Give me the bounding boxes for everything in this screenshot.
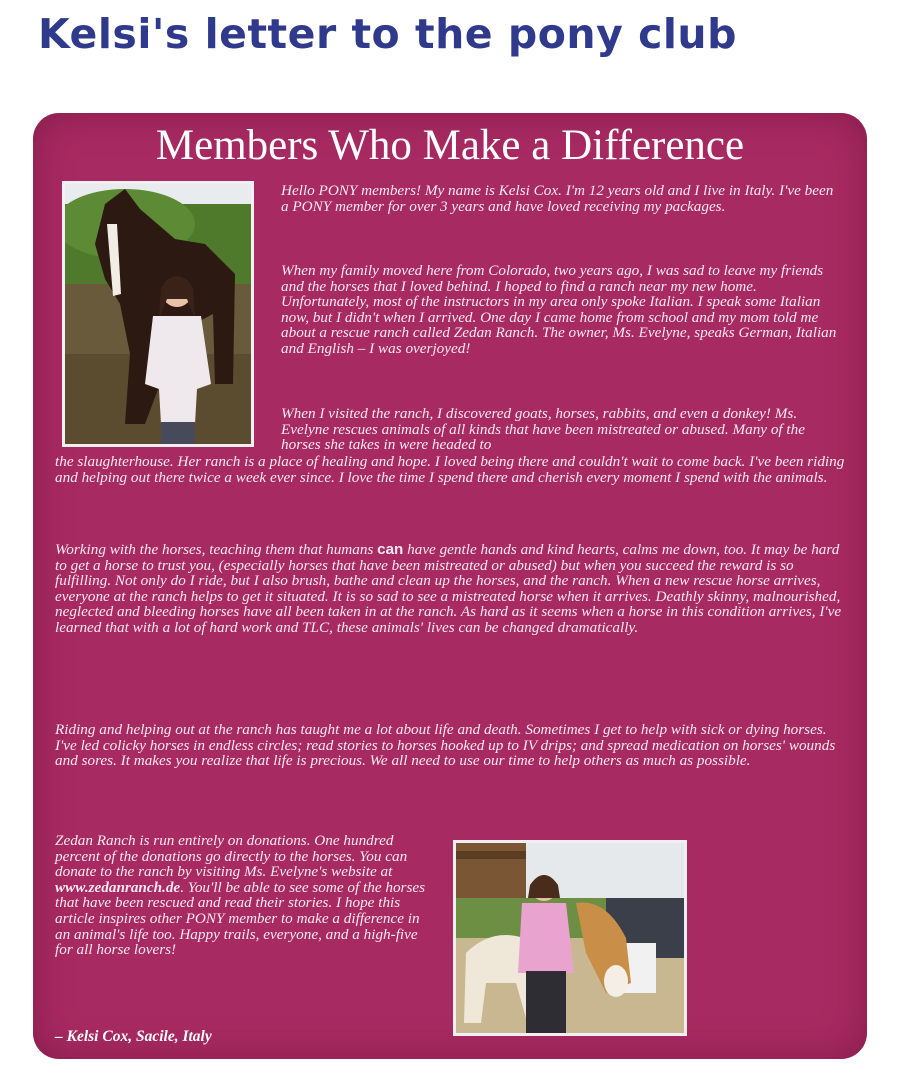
signature: – Kelsi Cox, Sacile, Italy [55, 1028, 212, 1045]
photo-girl-with-pony [453, 840, 687, 1036]
paragraph-donations-text-2: . You'll be able to see some of the horses that have been rescued and read their stories. I hope this article inspires other PONY member to make a difference in an animal's life too. Happy trails, everyone, and a high-five for all horse lovers! [55, 878, 426, 959]
paragraph-moving: When my family moved here from Colorado, two years ago, I was sad to leave my friends and the horses that I loved behind. I hoped to find a ranch near my new home. Unfortunately, most of the instructors in my area only spoke Italian. I speak some Italian now, but I didn't when I arrived. One day I came home from school and my mom told me about a rescue ranch called Zedan Ranch. The owner, Ms. Evelyne, speaks German, Italian and English – I was overjoyed! [281, 262, 837, 357]
photo-girl-with-horse [62, 181, 254, 447]
paragraph-donations [55, 833, 435, 958]
article-panel [33, 113, 867, 1059]
paragraph-visit-end: the slaughterhouse. Her ranch is a place of healing and hope. I loved being there and couldn't wait to come back. I've been riding and helping out there twice a week ever since. I love the time I spend there and cherish every moment I spend with the animals. [55, 453, 845, 486]
emphasis-can: can [377, 541, 404, 558]
article-title: Members Who Make a Difference [155, 122, 745, 169]
paragraph-working-text-1: Working with the horses, teaching them that humans [55, 541, 378, 558]
paragraph-intro: Hello PONY members! My name is Kelsi Cox. I'm 12 years old and I live in Italy. I've been a PONY member for over 3 years and have loved receiving my packages. [281, 182, 834, 215]
paragraph-working [55, 542, 845, 636]
paragraph-visit-start: When I visited the ranch, I discovered goats, horses, rabbits, and even a donkey! Ms. Evelyne rescues animals of all kinds that have been mistreated or abused. Many of the horses she takes in were headed to [281, 405, 805, 454]
paragraph-working-text-2: have gentle hands and kind hearts, calms me down, too. It may be hard to get a horse to trust you, (especially horses that have been mistreated or abused) but when you succeed the reward is so fulfilling. Not only do I ride, but I also brush, bathe and clean up the horses, and the ranch. When a new rescue horse arrives, everyone at the ranch helps to get it situated. It is so sad to see a mistreated horse when it arrives. Deathly skinny, malnourished, neglected and bleeding horses have all been taken in at the ranch. As hard as it seems when a horse in this condition arrives, I've learned that with a lot of hard work and TLC, these animals' lives can be changed dramatically. [55, 541, 842, 636]
paragraph-life-death: Riding and helping out at the ranch has taught me a lot about life and death. Sometimes I get to help with sick or dying horses. I've led colicky horses in endless circles; read stories to horses hooked up to IV drips; and spread medication on horses' wounds and sores. It makes you realize that life is precious. We all need to use our time to help others as much as possible. [55, 721, 836, 770]
website-link[interactable]: www.zedanranch.de [55, 878, 181, 896]
paragraph-donations-text-1: Zedan Ranch is run entirely on donations. One hundred percent of the donations go directly to the horses. You can donate to the ranch by visiting Ms. Evelyne's website at [55, 832, 408, 881]
page-title: Kelsi's letter to the pony club [38, 10, 737, 58]
